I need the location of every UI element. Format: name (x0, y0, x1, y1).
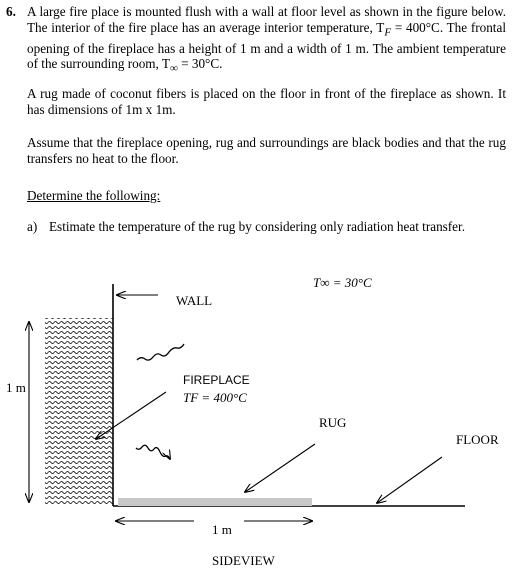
rug-rect (118, 498, 312, 506)
part-a-label: a) (27, 219, 38, 234)
rug-arrow (245, 444, 315, 492)
fireplace-block (45, 318, 113, 506)
sideview-caption: SIDEVIEW (212, 553, 275, 568)
ambient-temp-label: T∞ = 30°C (313, 275, 372, 290)
height-label: 1 m (6, 380, 26, 395)
part-a-text: Estimate the temperature of the rug by considering only radiation heat transfer. (49, 219, 465, 234)
paragraph-rug: A rug made of coconut fibers is placed on the floor in front of the fireplace as shown. It has dimensions of 1m x 1m. (27, 86, 506, 117)
floor-arrow (377, 457, 442, 503)
radiation-wave-lower (136, 445, 170, 459)
determine-heading: Determine the following: (27, 188, 161, 203)
paragraph-setup: A large fire place is mounted flush with a wall at floor level as shown in the figure below. The interior of the fire place has an average interior temperature, $T_F = 400^\circ C$. The frontal opening of the fireplace has a height of 1 m and a width of 1 m. The ambient temperature of the surrounding room, $T_\infty = 30^\circ C$. (27, 4, 506, 76)
fireplace-temp-label: TF = 400°C (183, 390, 247, 405)
radiation-wave-upper (137, 344, 184, 360)
paragraph-assumption: Assume that the fireplace opening, rug and surroundings are black bodies and that the rug transfers no heat to the floor. (27, 135, 506, 166)
width-label: 1 m (212, 522, 232, 537)
rug-label: RUG (319, 415, 347, 430)
wall-label: WALL (176, 293, 213, 308)
fireplace-label: FIREPLACE (183, 373, 250, 387)
floor-label: FLOOR (456, 432, 499, 447)
problem-number: 6. (6, 4, 16, 19)
